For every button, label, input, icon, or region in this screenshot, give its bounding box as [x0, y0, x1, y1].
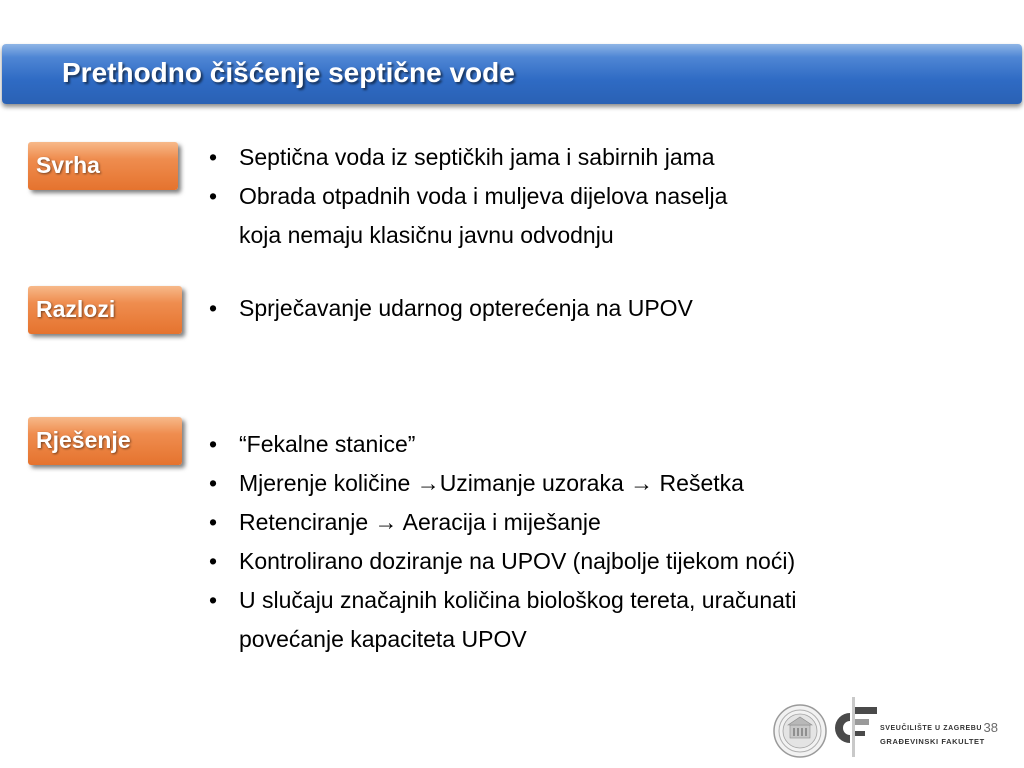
label-razlozi: Razlozi — [28, 286, 182, 334]
list-rjesenje — [205, 425, 796, 659]
label-rjesenje: Rješenje — [28, 417, 182, 465]
list-item-text: “Fekalne stanice” — [239, 431, 416, 457]
list-item — [205, 464, 796, 503]
list-item-text: Septična voda iz septičkih jama i sabirnih jama — [239, 144, 715, 170]
list-item — [205, 289, 693, 328]
list-item-text: U slučaju značajnih količina biološkog tereta, uračunati — [239, 587, 797, 613]
list-item-text: povećanje kapaciteta UPOV — [239, 626, 527, 652]
bullet-icon: • — [209, 470, 218, 496]
faculty-name-line2: GRAĐEVINSKI FAKULTET — [880, 737, 985, 746]
faculty-name-line1: SVEUČILIŠTE U ZAGREBU — [880, 725, 983, 732]
bullet-icon: • — [209, 548, 218, 574]
list-item-continuation — [205, 620, 796, 659]
list-item-text: Kontrolirano doziranje na UPOV (najbolje tijekom noći) — [239, 548, 796, 574]
list-item — [205, 542, 796, 581]
list-item-text: Retenciranje → Aeracija i miješanje — [239, 509, 601, 535]
bullet-icon: • — [209, 295, 218, 321]
university-seal-icon — [772, 703, 828, 759]
title-bar — [2, 44, 1022, 104]
list-razlozi — [205, 289, 693, 328]
bullet-icon: • — [209, 587, 218, 613]
list-item-text: Sprječavanje udarnog opterećenja na UPOV — [239, 295, 693, 321]
list-item-text: Mjerenje količine →Uzimanje uzoraka → Rešetka — [239, 470, 744, 496]
bullet-icon: • — [209, 183, 218, 209]
footer-logos — [770, 695, 985, 765]
page-number: 38 — [983, 720, 998, 735]
list-item-text: Obrada otpadnih voda i muljeva dijelova naselja — [239, 183, 728, 209]
list-item — [205, 177, 727, 216]
list-item — [205, 425, 796, 464]
bullet-icon: • — [209, 144, 218, 170]
list-item — [205, 138, 727, 177]
bullet-icon: • — [209, 431, 218, 457]
list-item-continuation — [205, 216, 727, 255]
list-item — [205, 503, 796, 542]
list-svrha — [205, 138, 727, 255]
slide-title: Prethodno čišćenje septične vode — [62, 57, 515, 88]
faculty-logo-icon — [822, 697, 878, 757]
bullet-icon: • — [209, 509, 218, 535]
list-item-text: koja nemaju klasičnu javnu odvodnju — [239, 222, 614, 248]
label-svrha: Svrha — [28, 142, 178, 190]
list-item — [205, 581, 796, 620]
